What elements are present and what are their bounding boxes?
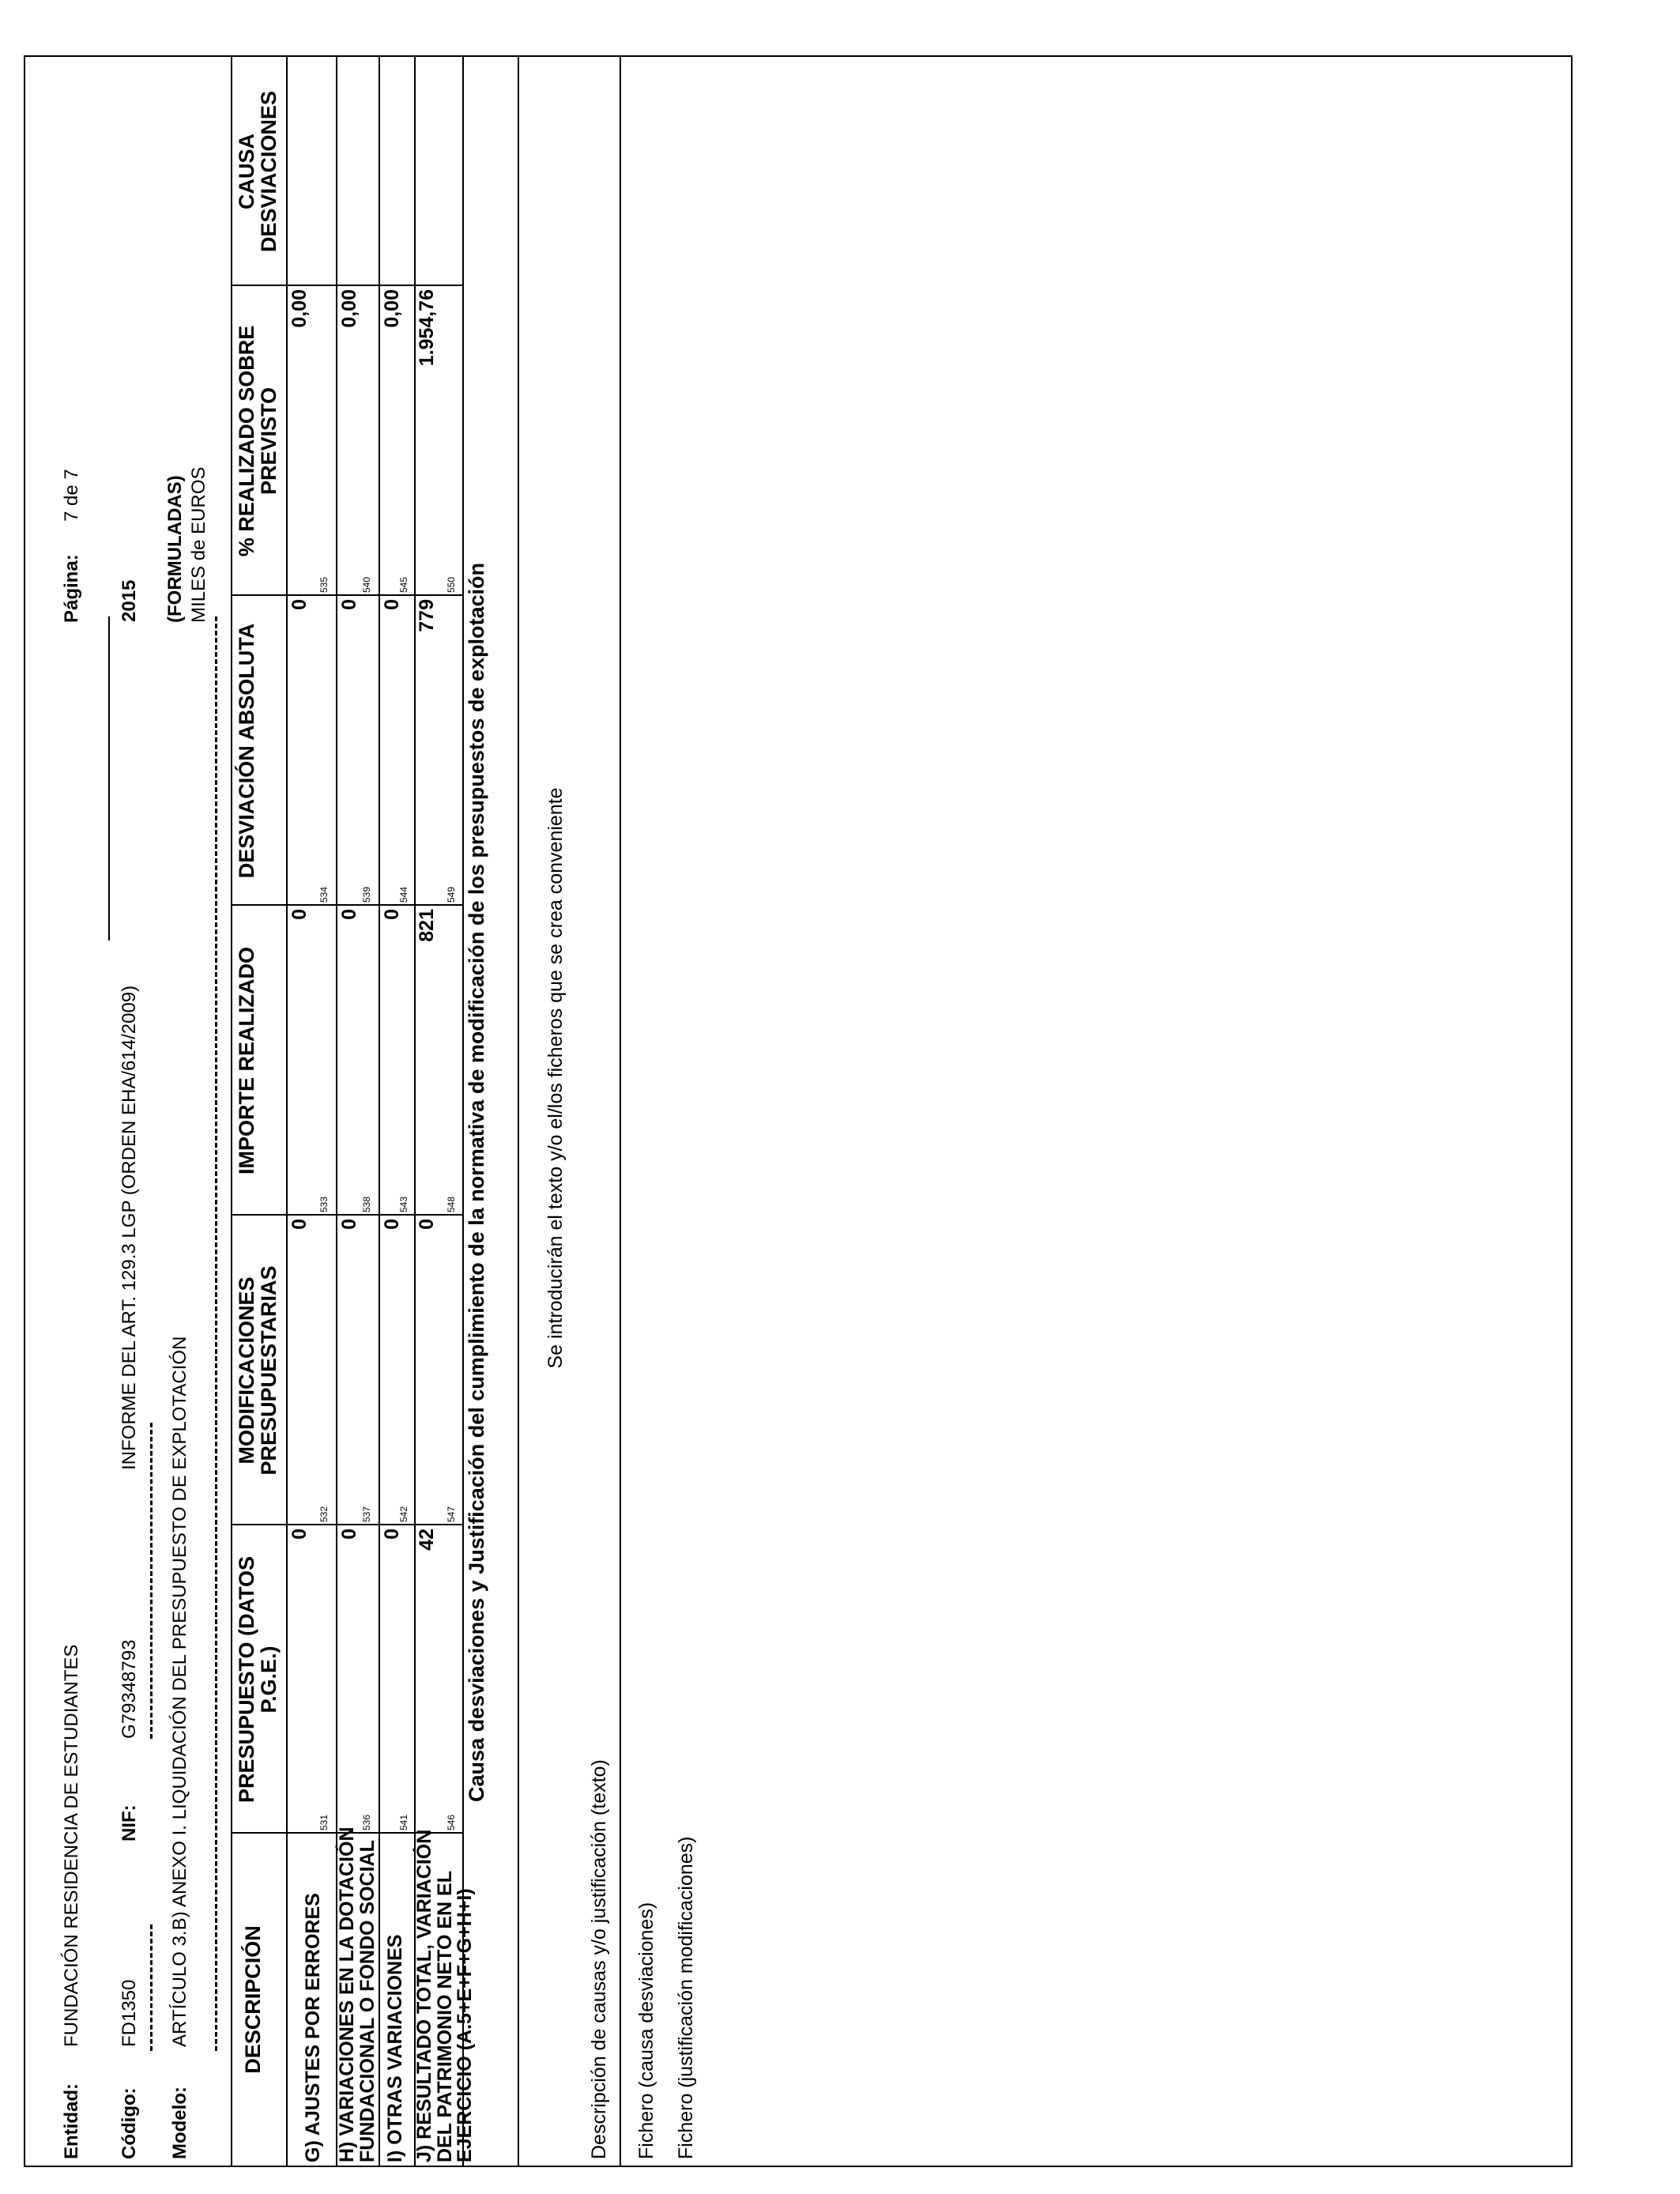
- cell-value: 0: [288, 1529, 311, 1540]
- header-causa: CAUSA DESVIACIONES: [235, 90, 281, 253]
- cell-code: 535: [318, 576, 330, 593]
- table-top: [231, 57, 232, 2166]
- cell-value: 0: [288, 599, 311, 610]
- header-realizado-line2: PREVISTO: [257, 386, 281, 496]
- header-presupuesto-line1: PRESUPUESTO (DATOS: [235, 1555, 258, 1804]
- cell-value: 0: [338, 1529, 360, 1540]
- cell-code: 543: [398, 1196, 409, 1212]
- header-row-rule: [286, 57, 288, 2166]
- causes-title: Causa desviaciones y Justificación del cumplimiento de la normativa de modificación de los presupuestos de explotación: [465, 563, 488, 1802]
- cell-code: 540: [361, 576, 372, 593]
- cell-code: 531: [318, 1814, 330, 1830]
- cell-value: 0: [416, 1219, 438, 1230]
- cell-value: 0: [381, 1219, 403, 1230]
- cell-code: 537: [361, 1506, 372, 1522]
- codigo-dash: [150, 1924, 153, 2051]
- cell-value: 0,00: [338, 289, 360, 328]
- units: MILES de EUROS: [188, 466, 209, 623]
- row-desc-j-line3: EJERCICIO (A.5+E+F+G+H+I): [454, 1888, 476, 2162]
- nif-label: NIF:: [119, 1804, 140, 1842]
- descripcion-label: Descripción de causas y/o justificación (texto): [588, 1759, 610, 2159]
- cell-code: 547: [446, 1506, 457, 1522]
- cell-code: 545: [398, 576, 409, 593]
- section-rule: [518, 57, 519, 2166]
- row-desc-h-line2: FUNDACIONAL O FONDO SOCIAL: [356, 1840, 379, 2162]
- cell-code: 536: [361, 1814, 372, 1830]
- row-desc-h: [337, 1826, 378, 2162]
- cell-code: 534: [318, 886, 330, 903]
- modelo-value: ARTÍCULO 3.B) ANEXO I. LIQUIDACIÓN DEL PRESUPUESTO DE EXPLOTACIÓN: [169, 1336, 190, 2047]
- cell-value: 1.954,76: [416, 289, 438, 367]
- cell-value: 42: [416, 1529, 438, 1551]
- header-presupuesto: [235, 1525, 281, 1834]
- cell-value: 0: [381, 599, 403, 610]
- cell-code: 538: [361, 1196, 372, 1212]
- row-desc-g: G) AJUSTES POR ERRORES: [302, 1893, 324, 2162]
- cell-code: 539: [361, 886, 372, 903]
- fichero-justificacion-label: Fichero (justificación modificaciones): [675, 1836, 697, 2159]
- pagina-value: 7 de 7: [61, 469, 82, 522]
- cell-code: 550: [446, 576, 457, 593]
- entidad-label: Entidad:: [61, 2083, 82, 2159]
- cell-code: 544: [398, 886, 409, 903]
- nif-dash: [150, 1423, 153, 1739]
- row-desc-h-line1: H) VARIACIONES EN LA DOTACIÓN: [336, 1826, 358, 2162]
- cell-code: 542: [398, 1506, 409, 1522]
- cell-value: 0: [338, 599, 360, 610]
- modelo-label: Modelo:: [169, 2087, 190, 2159]
- cell-value: 0: [338, 1219, 360, 1230]
- year: 2015: [119, 579, 140, 622]
- pagina-label: Página:: [61, 554, 82, 623]
- section-rule: [620, 57, 621, 2166]
- codigo-value: FD1350: [119, 1979, 140, 2047]
- row-desc-j-line2: DEL PATRIMONIO NETO EN EL: [433, 1870, 456, 2162]
- cell-code: 541: [398, 1814, 409, 1830]
- row-desc-j: [415, 1830, 476, 2162]
- header-descripcion: DESCRIPCIÓN: [241, 1925, 265, 2074]
- header-importe: IMPORTE REALIZADO: [235, 947, 258, 1174]
- cell-code: 532: [318, 1506, 330, 1522]
- cell-value: 0: [338, 909, 360, 920]
- informe-title: INFORME DEL ART. 129.3 LGP (ORDEN EHA/614/2009): [119, 985, 140, 1470]
- causes-note: Se introducirán el texto y/o el/los ficheros que se crea conveniente: [544, 787, 567, 1369]
- header-presupuesto-line2: P.G.E.): [257, 1646, 281, 1713]
- col-rule: [231, 904, 462, 906]
- form-frame: [24, 55, 1573, 2167]
- codigo-label: Código:: [119, 2087, 140, 2159]
- cell-value: 779: [416, 599, 438, 632]
- cell-value: 0: [288, 1219, 311, 1230]
- header-realizado: [235, 286, 281, 596]
- cell-code: 549: [446, 886, 457, 903]
- header-modificaciones-line1: MODIFICACIONES: [235, 1276, 258, 1465]
- header-modificaciones-line2: PRESUPUESTARIAS: [257, 1265, 281, 1476]
- fichero-causa-label: Fichero (causa desviaciones): [635, 1902, 657, 2159]
- cell-code: 546: [446, 1814, 457, 1830]
- header-realizado-line1: % REALIZADO SOBRE: [235, 325, 258, 557]
- nif-value: G79348793: [119, 1639, 140, 1739]
- header-modificaciones: [235, 1216, 281, 1525]
- cell-value: 0: [381, 909, 403, 920]
- cell-code: 533: [318, 1196, 330, 1212]
- cell-value: 0,00: [381, 289, 403, 328]
- cell-value: 821: [416, 909, 438, 942]
- formuladas: (FORMULADAS): [164, 475, 186, 623]
- cell-value: 0: [381, 1529, 403, 1540]
- cell-value: 0,00: [288, 289, 311, 328]
- cell-value: 0: [288, 909, 311, 920]
- header-desviacion: DESVIACIÓN ABSOLUTA: [235, 623, 258, 879]
- row-rule: [379, 57, 380, 2166]
- modelo-dash: [215, 616, 217, 2051]
- row-desc-j-line1: J) RESULTADO TOTAL, VARIACIÓN: [413, 1829, 435, 2162]
- entidad-value: FUNDACIÓN RESIDENCIA DE ESTUDIANTES: [61, 1644, 82, 2047]
- row-desc-i: I) OTRAS VARIACIONES: [384, 1934, 406, 2162]
- header-rule: [108, 616, 110, 941]
- cell-code: 548: [446, 1196, 457, 1212]
